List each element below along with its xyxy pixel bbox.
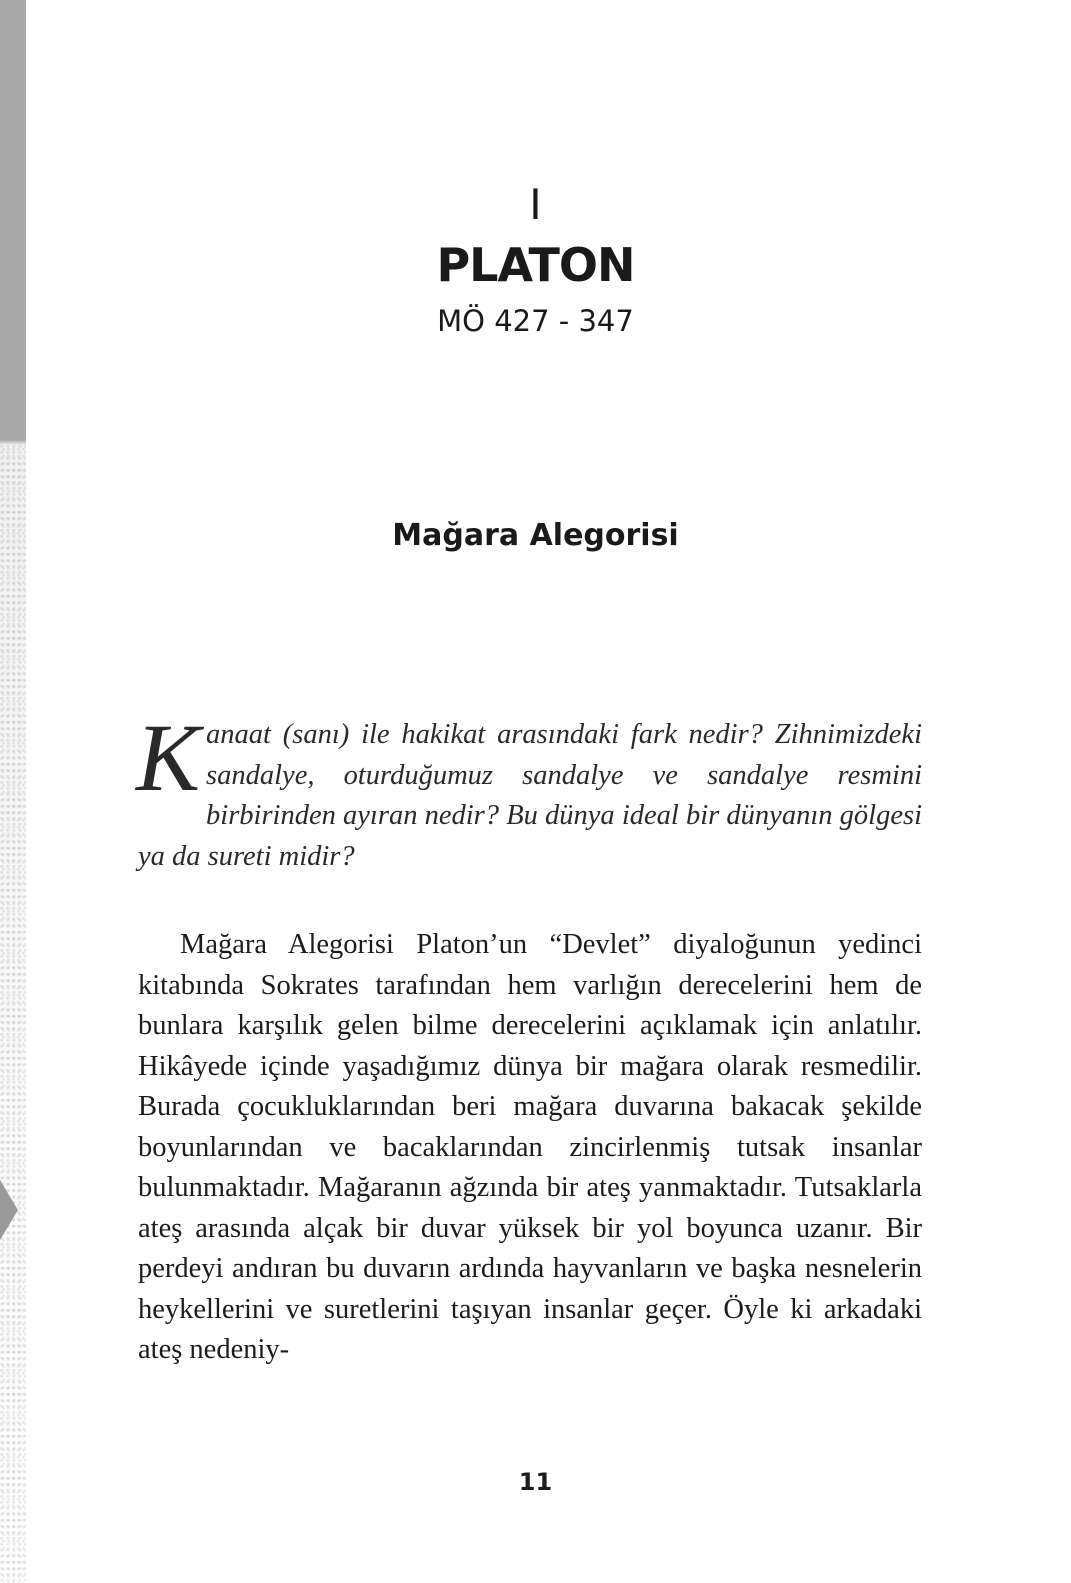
chapter-dates: MÖ 427 - 347 xyxy=(437,304,634,338)
chapter-title: PLATON xyxy=(436,238,635,292)
chapter-number: I xyxy=(529,180,542,229)
page-number: 11 xyxy=(518,1468,553,1496)
edge-marker xyxy=(0,1180,18,1240)
edge-texture xyxy=(0,445,26,1583)
body-paragraph: Mağara Alegorisi Platon’un “Devlet” diyaloğunun yedinci kitabında Sokrates tarafından hem varlığın derecelerini hem de bunlara karşılık gelen bilme derecelerini açıklamak için anlatılır. Hikâyede içinde yaşadığımız dünya bir mağara olarak resmedilir. Burada çocukluklarından beri mağara duvarına bakacak şekilde boyunlarından ve bacaklarından zincirlenmiş tutsak insanlar bulunmaktadır. Mağaranın ağzında bir ateş yanmaktadır. Tutsaklarla ateş arasında alçak bir duvar yüksek bir yol boyunca uzanır. Bir perdeyi andıran bu duvarın ardında hayvanların ve başka nesnelerin heykellerini ve suretlerini taşıyan insanlar geçer. Öyle ki arkadaki ateş nedeniy- xyxy=(138,929,922,1365)
section-title: Mağara Alegorisi xyxy=(392,518,679,553)
drop-cap: K xyxy=(136,704,201,811)
intro-paragraph xyxy=(136,704,922,877)
intro-text: anaat (sanı) ile hakikat arasındaki fark nedir? Zihnimizdeki sandalye, oturduğumuz sandalye ve sandalye resmini birbirinden ayıran nedir? Bu dünya ideal bir dünyanın gölgesi ya da sureti midir? xyxy=(138,719,922,872)
